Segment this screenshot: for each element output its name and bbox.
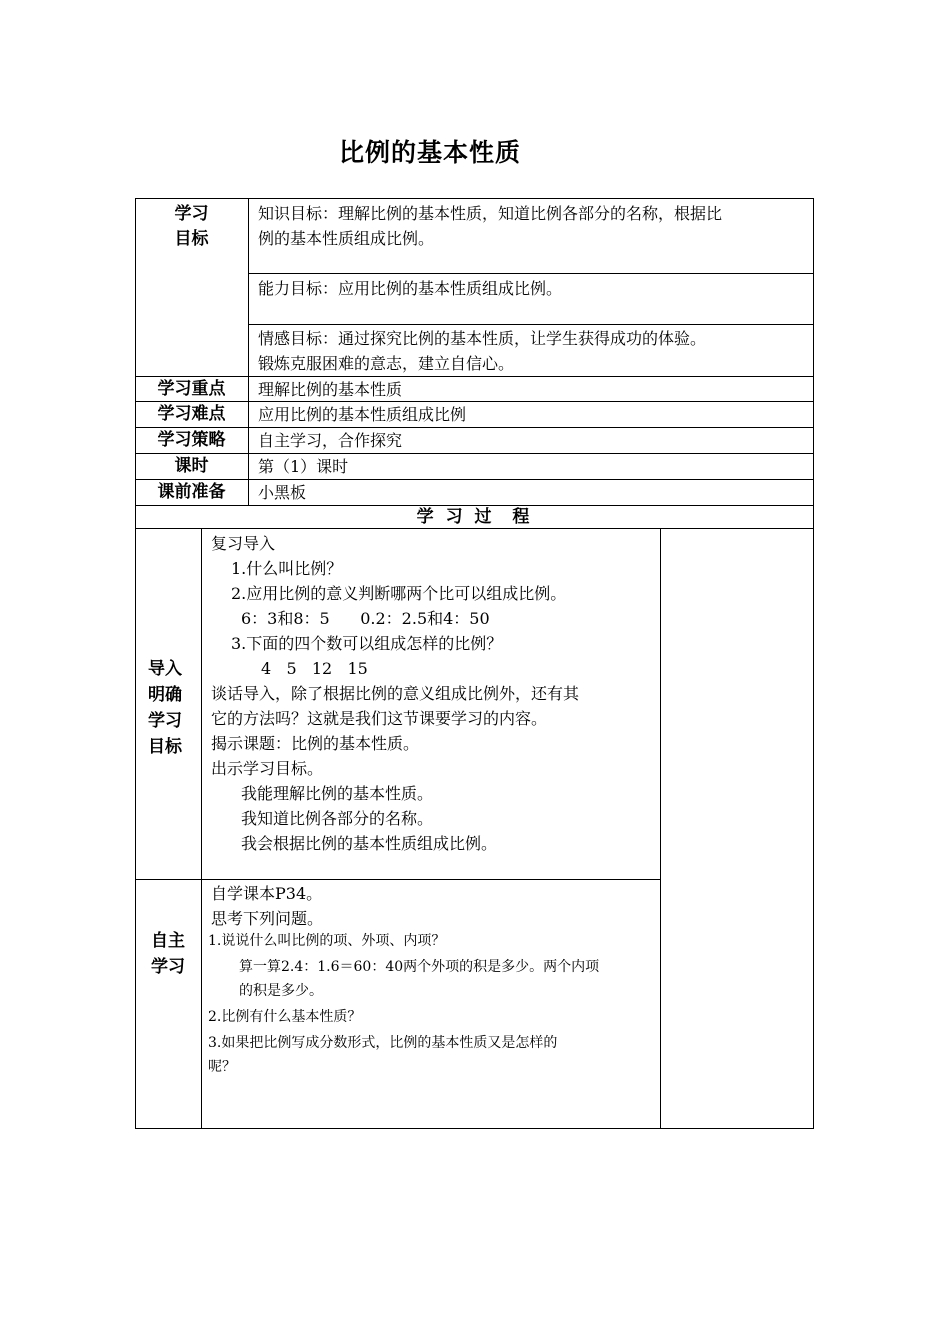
row-value-focus: 理解比例的基本性质	[258, 380, 403, 399]
row-label-strategy: 学习策略	[157, 430, 226, 450]
row-label-difficulty: 学习难点	[157, 404, 226, 424]
process-notes-divider	[660, 529, 661, 1129]
process-label-divider	[201, 529, 202, 1129]
process-title: 学 习 过 程	[416, 507, 533, 527]
intro-content: 复习导入 1.什么叫比例？ 2.应用比例的意义判断哪两个比可以组成比例。 6：3和8：5 0.2：2.5和4：50 3.下面的四个数可以组成怎样的比例？ 4 5 12 15 谈话导入，除了根据比例的意义组成比例外，还有其 它的方法吗？这就是我们这节课要学习的内容。 揭示课题：比例的基本性质。 出示学习目标。 我能理解比例的基本性质。 我知道比例各部分的名称。 我会根据比例的基本性质组成比例。	[211, 534, 580, 853]
label-column-divider	[248, 198, 249, 505]
emotion-goal: 情感目标：通过探究比例的基本性质，让学生获得成功的体验。 锻炼克服困难的意志，建立自信心。	[258, 329, 707, 373]
row-label-focus: 学习重点	[157, 379, 226, 399]
row-value-period: 第（1）课时	[258, 457, 349, 476]
row-value-strategy: 自主学习，合作探究	[258, 431, 403, 450]
goals-label	[135, 202, 248, 252]
selfstudy-content: 自学课本P34。 思考下列问题。	[211, 884, 324, 928]
row-label-period: 课时	[174, 456, 209, 476]
knowledge-goal: 知识目标：理解比例的基本性质，知道比例各部分的名称，根据比 例的基本性质组成比例。	[258, 204, 723, 248]
goal-divider-1	[248, 273, 814, 274]
goals-label-line-1: 学习	[174, 204, 209, 224]
page-title: 比例的基本性质	[338, 138, 521, 167]
row-value-preparation: 小黑板	[258, 483, 307, 502]
intro-label: 导入 明确 学习 目标	[148, 659, 182, 757]
ability-goal: 能力目标：应用比例的基本性质组成比例。	[258, 279, 563, 298]
selfstudy-label: 自主 学习	[151, 931, 185, 977]
row-value-difficulty: 应用比例的基本性质组成比例	[258, 405, 467, 424]
goals-label-line-2: 目标	[174, 229, 209, 249]
selfstudy-questions: 1.说说什么叫比例的项、外项、内项？ 算一算2.4：1.6＝60：40两个外项的积是多少。两个内项 的积是多少。 2.比例有什么基本性质？ 3.如果把比例写成分数形式，比例的基本性质又是怎样的 呢？	[208, 933, 600, 1075]
process-row-divider	[135, 879, 661, 880]
goal-divider-2	[248, 324, 814, 325]
row-label-preparation: 课前准备	[157, 482, 226, 502]
